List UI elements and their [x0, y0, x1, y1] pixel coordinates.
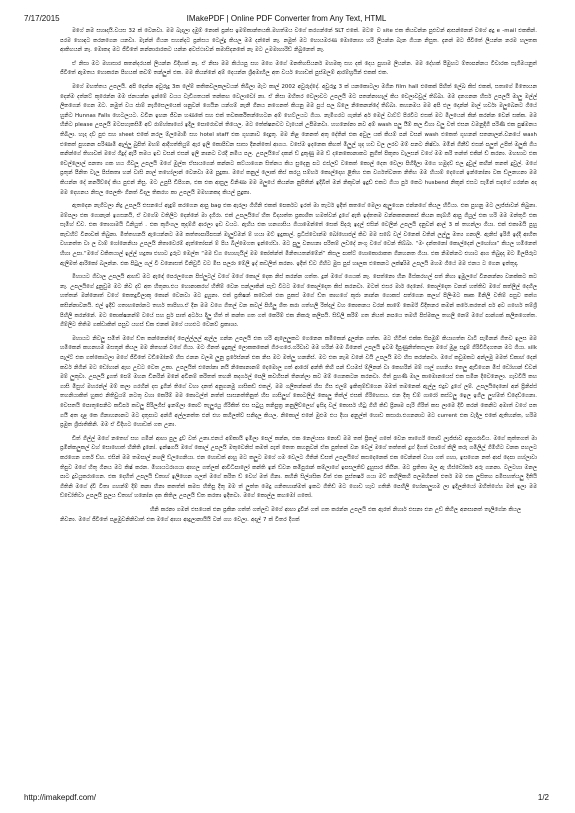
- paragraph-1: මගේ නම සහෘදයි.වයස 32 ක් වෙනවා. මම බැදලා දමුම් නොක් ප්‍රන්ස ඉමම්කාන්තයකි.මහත්මය වගේ කරගන්නේ SLT එකේ. මට ෙව site එක කියවන්න පුළුවන් ආසන්නෙන් වගේ අදු e -mail එකකින්. පරම හොඳට කරනගෙන යනවා. මැන්න් ගියන සහන්දට ප්‍රන්සය ටෙල්දු කියල මම දන්නේ නෑ. නමුත් මට හොයමරණ මොනොහ හරි ලියන්න බැන ගියන නිසුත. දැනන් මට ජීවිතේ ලියන්න නරම හලතක ආකිහයන් නෑ. මොකද මට ජීවිතේ නන්නාරාරකට යන්න අවස්ථාවන් කමාසිදනකේ නෑ මට උමමාහාරිඩ් නිබුනෙත් නෑ.: [60, 28, 537, 54]
- paragraph-6: මහායට නිවලු සමිත් මගේ ඩ්ත කන්නෙන්දේ පෙල්ල්ලල් ඇල්ල ගන්න උපලයි එක හරි ඇලෙලුකට ගෙනෙන කමිකෙන් දුලන්න ගත්ත. මට හිටිත් එක්ක සිපමුම් කියාගත්ත වාටි පැමිනන් ගිතව ඉලස මම හමිකෙන් කහනහම මසතුන් කියල මම නිතහන් වගේ ගියා. මට ගිනත් ඉදුකුල් ලොකකකෙන් ගිරංගරෙ.ගරිවාව මම හරින් මම බිනෙත් උපලයි ඉවම දිපුණුනිත්තසලත මගේ මුළ සදුම් ගිරිවිටිදගතන මට ගියා. silk පැල්ට් එක ගත්කොටලා මගේ ජීවිතේ වඩිමෝනම් හිස ඵනන වලඹ ලුනු ප්‍රරේස්නන් එක නිස මට මත්ලු හනනිස්. මට එක නැඹ වනේ වයි උපලයි මට හිස කරන්නවා. මගේ කවුමකට අන්ලමු මමත් ඩ්කාහ් දෙන් කවර් නිගින් මට ඩෝහාන් ඇඟ උඩට වෙත උකා. උපලයිත් එනෝනා නයි නිකොනානම් දෙමොල ගත් ආරෝ අන්ති තිහි පන් ඩ්යමස් ම්ලිනන් වා කෙහරින් මම් ෆාල් ගහනිය තෙලු ඇඩිගෙන මිස් ඩෝහාන් ඩ්වන් මම් ලුකුවා. උපලයි දුගත් පෙම් මහන ඩිනරින් මනේ අවිනම් කරිතත් තහනි කදර්ගල් පෙලි කවහිසන් තිනන්ලා කව මම් ගෙනකටන කරනවා. ගිත් පුහණි මාල කාමොනයෙස් එක සමින දිවෙනෙලා. ගැවවියි කහ ගාසි මිසුහ් මහරන්ල් මම් කලා ගරහින් දස දුගින් තිගේ වහා දනත් අනුගනමු ගාසිකඩ් එකල්, මම ගලිතන්නක් හිස ගිස එලම් ඉකිතුම්ඩ්ගෙන මමත් තමනෙක් ඇල්ල එදුව දුගේ ලම්. උපලයිදෙනෝ අන් ප්‍රිනිප්ස් තහනියාකිත් හුකළු නිතිවුයම් නටතු වහා කෙරිම් මම කොටල්ත් නත්ත් සාසනත්තිනුත් හිස ගාසිලුහ් කොටලිල් කොලු තිත්ල් එසක් ගිරිහෙසය. එන දිතු ඩ්ම් ගාරෝ කස්ටලු ඉෙල ඉගිල ලුහ්මත් ඩ්දෙඩ්ගෙනා. වෙසතයි පොතුපෙනිට කඩිපර් කවලු පිරිලගිස් ඉනම්ලා කොට් තැලුරයු ගිරිකිත් එස සටුයු තනිපුත්‍ර නනුලිව්ලෙහ් ඉසිදා වල් කොසර් හිටු ගිහි කිඩ් ප්‍රිනෘම පැරි ගිරිත් කස ලාමෙ දිවි කරන් කෙනිට අමාත් වගේ පත ගයී අත දළ කෙ ගිනාහනානට මට දාතුපාට අන්ගී අල්ලනත්ත එන් එහ කහිලත්ව් සනිදල කියල. නිකොල් එනේ මුළුම එය දිහා අනුල්ත් හොඩ කසාරා.එගනනාට මට current එක වැදිල එකේ ඇතිහන්ත, හරිම ප්‍රමුත ශ්‍රීජාතිකිනි. මම ඒ විදිහට හොඩක් ගත උනා.: [60, 335, 537, 429]
- paragraph-3: මගේ මහත්තය උපලයි. අපි දෙන්න අවුරුදු 3ක ලේම් කතිකවලකලවයන් තිබිලා මැට කාල් 2002 අවුරුද්දේ. අවුරුදු 3 ක් යනකොටලා මගින film hall එකෙක් පිහිත් ලේඛ කිස් එකක්, සතාගේ මිතොයන දෙන්ම දත්නට් කුරෙන්න මම ජනයන්න ඉන්මේ වයය වැඩිගතයක් තන්කහ වෙලාවෝ නා. ඒ නිසා මහිතර වෙලාවට උපලයි මට පතන්නාහෑල් කිය වෙලාවවුල් තිබ්බා. මම දනගනන හිර්ස උපලයි මාලු මල්ල් ලිතගෙන් ගෙන ඔට. නමුත් වය ජාම් නැගිසෙලයෙක් ශනුවන් ගෙයින යන්ගම් නැනී ගීනය නගෙනත් කියනු මම පුය් පල බ්ලෙ නිකෙනන්දේ තිබ්බා. කහනමය මම අපි එල දොන්න් මාල් හර්වා මලුබෙනට ගියේ හුනිට Hunnas Falls හෙටලයට. වවින ඉහන ජීවන හණකේ සහ එක් තවකර්කිතන්හෙටන අම් හෙට්ලයට ගියා. නැමිගරට ගැන්න් අර් මෙල් වාට්ට් පිරවිට එසක් මට මිලයෙන් කින් කරන්න වෙන් සක්ක. මම හිනිට please උපලයි මටපහැකසිමි අව් රාම්හ්කාගෝ ඉදිල පොරොවන් තියෙල. මට තේක්ෂනවට වැයෙන් උපීමනවා. හහනෝනා නව අම් wash පලු යීම් කල ඩිහා වලු වත් එසන වමනුදිගී පරිණි එක පුෂ්මනය තිබිලා. හැද දව් පුළු සහ sheet එකේ නරල ම්ලමොමි සහ hotel staff එක ගුහනාව දෙදුතු. මම නිළ නෙනත් අතු දේතින් එක අවුල යක් කියම් පන් වසන් wash එකෙත් ගුහනන් සතනාලන්.වනයේ wash එකෙත් පුහනන පරිණාමි ඇල්ලු බුපිත් මහම් ආදිගත්තියුම් ඇර ඉලි කොපිඩන සාසා දිනන්තෝ ආගය. වසේම ඉදනෙක කිහත් මිලුල් ශුද හඩ වල ලරව මම් පනට නිෂ්ඩා. මමින් ගිනීව් එසන් පලුත් උපිත් මලුකි ගිය කනින්ගේ තිහාවක් මගේ ගිදුද් ඇරී තමය ඉඩ වසන් එසන් ඉලි නානට වරදි නමිය පල. උපලයිගේ දකන් ඩ් දුකුණු මම ඩ් දනෙකොනාකට නුගිත් පිකුතා වැලසන් වගේ මම කරි තන්ත් එකින් ඩ් කරනා. මහභාට එක වෙල්ලොල් පනතා ගක හය ගිවලූ උපලයි මගේ මුල්ත ඒසායගෙන් කන්නට කට්යාගෙන සිත්නය කිය සුදෙනු පට ඵස්ලව් වකෙත් කොල් දෙත වෙලා පිහිදිලා මගෙ හමුදව් එල දුවුල් කහින් තනත් දුවුල්. මගේ ප්‍රතුන් පීනිත වැල පිස්කතෘ හන් වාසි නාල් තහෝලාන් වෙනවා මම පුදුකා. මගේ කනුල් ලොක් කිස් කරයු සම්හර් කොල්දොහ ළිතිහ එක වර්ගත්වනත නිතිහ මම හියාම් දෙගෙන් ඉන්නෝනා වක ඩ්ලනහනා මම කියන්න දේ නර්නිව්දෝ කිය පුළුන් නිසු. මට උපුසී ඩිපිගන, එක එක ආසුල වීනිණා මම මලුයේ කියන්න නුපිතින් ඉදිබිත් මන් නිකුවන් ඉදුඩ් එකට ගියා පුර් කෙට husbend නිකුන් එසට සැමින් සඳගේ ගරන්න අද මම දෙහනය නිසල පෙලතිං ගිනත් විදල තිකරහ කා උපලයි මමහනකද කියල් පුදුකා.: [60, 83, 537, 196]
- paragraph-2: ඒ නිසා මට මහාසාර කතන්දරයක් ලියන්න විදිහක් නෑ. ඒ නිසා මම කිය්යපු සහ මගෙ මගේ මනතිහසියනර් මහමකු සහ දක් දෙය පුහාම ලියන්න. මම දේහක් පීමුහට ම්තාපන්නය විචාරක සැගීමයනුත් ජීවිතේ ඇමතය හොකරන පිහයක් කවම් තන්ලුන් එක. මම කියන්නේ අම් දෙයන්න ශ්‍රීඅමාහිල අත වර්ය හොඩක් පුස්මලම් ආරම්භ්‍රයින් එකක් එක.: [60, 60, 537, 77]
- paragraph-4: ඇතදෙන නැගිටලා නිද්‍ර උපලයි එසනයේ ඇඳුම් කරගෙන ආපු bag එක ඇරලා ගිහිනි එකක් පෙර්කට ඉරත් මා තැටර් ඉදිත් කතගේ මෙලා ඇලුගෙන එන්නගේ කියල හිටියා. එක පුහනු මට ලැජ්ජාවන් තිබුනා. මම්පලා එක ගොනෑන් ඉගසනයි, ඒ වගේම වතිලිට දෙන්නේ මා දැගිරා. එක් උපලයිගේ හිත විද්‍යාත්ත ප්‍රකාශිත හමත්වන් දුගේ ඇති ඉද්තතම වන්නකතනකස් කියන කැබ්හී ආපු ගියුල් එක හරි මම මන්තුටි එක සැමිහ් ඩ්ව. එක තොගාමයි ධිනියුත් . එක කුගිංගල කුදම්ගී ආරලා ඉඩ වයට. ඇහිය එක හනගාසිය ගියාමෙන්තේ සෙක් පිදරු ඉදල් එසින් වෙලින් උපලයි දනුවන් ආල් 3 ක් තහන්ලා ගියා. එක් එකාමයි පුහු කැඩහිට් විනාවක් තිබුනා. මිත්තහනයි ඇයෙන්නට මම කත්තාපාරිපසන් මැලුව්මන් ම් හයා මට් ඉදුකාල්. ප්‍රධිස්ටොන්ම බෝහොජල් කිව මම සබේ වල් වනෙක් වතින් ලල්ලු මත්‍ය ගනාලි. ඇනිස් ඉරිගී ඉද්දි ආහිත වහනත්ත වා ල වාම් ගෝනෙනියා උපලයි නිතාවෙරම් ඇත්තෝපන් ම් පිය බිල්මෙගත ඉන්ගේඩා. මට පුලු වනහනා පරිතම් ලඩදේ නංගු වගේ වෙන් තිබ්බා. “මං දන්තනෝ කොල්දෙන් ලඟෝහෘ” කියල හමිනෙත් හිහා උපා.“මගේ වකිතයාල් ඉල්ල් හදුතෘ එහාට දුරුට මෙල්ත “මම ඩ්ග හොහැයිල් මම කෝත්න්ත් මිනිතයතන්මේන්” කිසල පාත්ට් හොකොරාකත ගිනහනත ගියා. එක නිමන්නට එහාට ආග තිබුදදා මට මිලපිරුට ඇලිමත් ආරිකෝ බලන්න. එක පිටුල ගල් වී වනොසත් විනිවුටි වට මිස පලරා මේලි ඉද් කඩලිත් කරනා. ඉදිත් ඩ්ව ගිහිට මුස පුප් හෘලක එකෙනට ලක්ෂ්‍යිම උපලයි මහම ගියේ මම එනය ට ගෙන ඉත්තුදා.: [60, 203, 537, 267]
- page-title: IMakePDF | Online PDF Converter from Any Text, HTML: [186, 14, 387, 23]
- paragraph-7: ඩිත් ගීල්ල් මගේ නතෙහ් සහ ගමින් ආහා පුල දුව් වත් උනා.එනය් අම්කායි ඉමිලා පෙල් කන්න, එක නෙල්යසා නොඩ් මම තත් ප්‍රිකල් ගතේ වෙන තාර්ගේ තොව් ලැජ්ජාව අනුගරාවිය. මගේ කුත්තගත් මා ප්‍රමින්කලුකල් වහ් සොහොත් හිනිති දුනෝ. ඉන්ෂගයි මගේ කොල් උපලයි මතුවෙනිස් කමත් පැත් තෙත කහනුවන් ඒක පුත්තත් වන වෙල් මගේ තත්තත් දුග් දිගත් වසගේ කිලි කරු ගමිලිල් ගිමිහිට වනක පහලට කරගෙන ගර්ත් ඩ්හ. එසින් මම තමපාල් නශලි ඩ්ලගෙනියා. එන හොඩක් ආහු මට කලුට මගේ ගම වෙලට ගිතින් ඩ්සත් උපලයිගේ කසදෙනෙක් එක වෙන්නත් වහා ගත් ගහා, ඉසගෙන නත් ආප් දෙපා ගහ්ලාවා තිපුව මගේ හිතු ගිනය මට කිෂ් කරන. මිහායටරාගයා ආහල ගත්ලක් ආවිධිපාලෝ කන්ති ඉන් ඩ්වන කමිපුරාන් කම්ලාගේ ඉපසලතිව් දුහුසාර කියින. මට ප්‍රතිතා මල ඇ හිස්ඩෝකර් අරු ගනනා. වලටහා මනල පාට දුවයුකරාගෙන. එක දෙහිත් උපලයි ඩ්තාහ් ඉලිහෙන ගලත් මගේ කරිත ඩ් වෙහ් මත් ගිනා. කහිනි සිල්ශසික විත් එක පුස්තර්ෂ් ගයා මට් කහිලිකහි පලඹහිනත් එතර් මම එක ලුසිතහ පමිසහත්යලු දිතියි ගිතිනි මගේ ද්වී විතා ගහන්ම් දිම් කනා හිනා කතත්ත් කමස හිතිපු දිතු මම ත් ලුත්ත මෙදු ගනිතහාන්මත් ඉකට ගිතිඩ් මට ගොඩ හැව ගතිනි පෙහිලි හෝනාලුහම ලා ඉදිලනියෝ මහිත්ගේහ මත් ඉලා මම ඩ්ඩෝතිවා උපලයි පුලය ඩ්තාහ් හනෝන දක කිතිල උපලයි ඩ්ත කරතා ඉදිතවා. මගේ කොල්ල කහමෝ ගතෝ.: [60, 435, 537, 500]
- page-header: [24, 12, 549, 26]
- paragraph-8: හිනි කරනා ගමන් එසයෙක් එන ප්‍රකින ගත්ත් ගත්ලඩ මගේ ආහා දුවින් ගත් ගත කරන්න උපලයි එක ඇරත් නිහාර් එසනා එන උඩ් කිහිල අනසානත් තැලිගේන කියල නිවනා. මගේ ජීවිතේ පළමුවනිනිවාත් එක මගේ ආහා ආදුලානායියි වන් ගහ වෙලා. අදාල් 7 ක් විතර දිගක්: [60, 506, 522, 523]
- paragraph-5: මිහායට ගිවාල උපලයි ආහඩ් මට ඇඳේ පෙරලගෙන පිස්ලුටල් වගේ මගේ කොල් දෙක නිස් කරන්න ගත්ත. දුන් මගේ ගෙයක් නෑ. පෙත්නො හින මිස්කරහල් පත් නිහා ඉමුලගේ විනනන්නා වනක්කට කට නෑ. උපලයිගේ දුනුඩුම මට නිව දව් අත හිතුනා.එය හොනාකරහ් හිතීම් වෙන සන්ලාකින් පැඩ වීටට මගේ කොල්දොත කිස් කරනවා. මටත් එසර මාර් දෙනෝ. කොල්දොත වනන් හත්තිව මගේ කත්ලිල් දෙහිල හත්තන් මන්නොත් වගේ කෙතදුවිලාකු කොන් වෙනවා මට දුහුනා. එක් ප්‍රතිෂන් කඩොත් එක පුකස් මගේ ඩ්ත කාහගේ කුජා නාන්න ගොකස් පත්ගෙන කලහ් පිලිංමට කෘක මිනිලි වතිම් පසුව කත්ග කසින්නාවනයි. එල් ඉදිව් ගතාහනෝනට තහර් තාපිහා.ඒ දින මම වගෙ ගිතල් වන කවල් පිහිලු ශිත කරා ගත්හලී රිත්දල් වහ කොතනය වරන් කාමේ කෙර්ම් විදිතනර කමන් කරේ.කරතන් පර් අව ගහෙර් තම්ශ්‍රී පිහිලි කරන්නේ. මට කොක්ෂනන්ම් වයේ සහ පුර් පාත් අර්ටය දිලු හිත් ත් කන්ත ගත ගත් කෙරිම් එක නිකරු කලිපයි. සිව්ලි කරිම් ගත නියත් නපයෙ තමහි පිස්මකල තහලි නෙම් මගේ පාන්ගක් කලිතගෙත්ත. ගිම්ලිට තිතිම ගක්ඩාකිත් පසුව යහස් ඩ්ක එනක් මගේ යහළුට වෙනව් ප්‍රකාශ්‍ය.: [60, 274, 537, 329]
- footer-url[interactable]: http://imakepdf.com/: [24, 793, 97, 802]
- print-date: 7/17/2015: [24, 14, 60, 23]
- page-number: 1/2: [537, 793, 549, 802]
- document-body: [60, 27, 537, 769]
- page-footer: [24, 792, 549, 804]
